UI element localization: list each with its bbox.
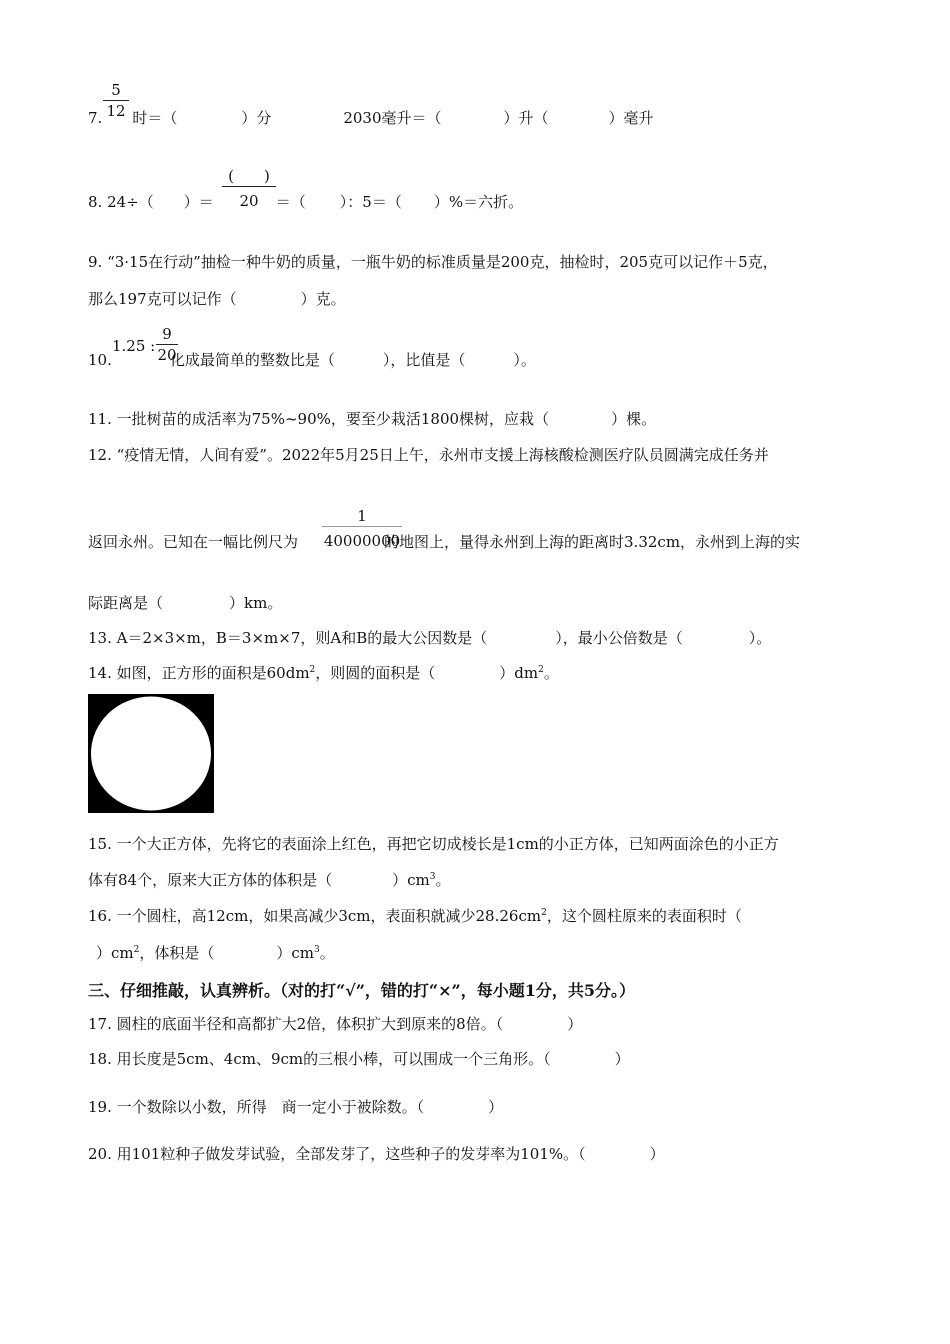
q8-line — [88, 192, 523, 212]
q18-line — [88, 1049, 630, 1069]
q14-text-d: 。 — [543, 664, 559, 682]
q12-text-c: 际距离是（ — [88, 594, 164, 612]
q11-line — [88, 409, 656, 429]
q9-line2 — [88, 289, 346, 309]
q7-text-c: 2030毫升＝（ — [343, 109, 442, 127]
q16-text-f: 。 — [319, 944, 335, 962]
q10-text-b: ），比值是（ — [382, 351, 466, 369]
q10-ratio: 1.25 : — [112, 337, 156, 355]
q12-line1: 12. “疫情无情，人间有爱”。2022年5月25日上午，永州市支援上海核酸检测医疗队员圆满完成任务并 — [88, 446, 769, 464]
q7-text-b: ）分 — [241, 109, 272, 127]
q12-text-d: ）km。 — [229, 594, 283, 612]
q16-line2 — [88, 943, 335, 963]
q9-line1: 9. “3·15在行动”抽检一种牛奶的质量，一瓶牛奶的标准质量是200克，抽检时，205克可以记作＋5克， — [88, 253, 778, 271]
q12-text-a: 返回永州。已知在一幅比例尺为 — [88, 533, 299, 551]
q16-sup3: 3 — [314, 945, 320, 955]
q17-line — [88, 1014, 582, 1034]
q7-text-a: 时＝（ — [132, 109, 178, 127]
q8-text-b: ）＝ — [183, 193, 214, 211]
q19-text-b: ） — [488, 1098, 504, 1116]
q14-sup-a: 2 — [309, 665, 316, 675]
q14-text-b: ，则圆的面积是（ — [315, 664, 436, 682]
q18-text-a: 18. 用长度是5cm、4cm、9cm的三根小棒，可以围成一个三角形。（ — [88, 1050, 551, 1068]
q7-fraction-denominator: 12 — [106, 102, 126, 120]
figure-circle — [91, 697, 211, 811]
q12-text-b: 的地图上，量得永州到上海的距离时3.32cm，永州到上海的实 — [384, 533, 801, 551]
q13-text-a: 13. A＝2×3×m，B＝3×m×7，则A和B的最大公因数是（ — [88, 629, 488, 647]
q8-text-d: ）：5＝（ — [339, 193, 402, 211]
q20-text-a: 20. 用101粒种子做发芽试验，全部发芽了，这些种子的发芽率为101%。（ — [88, 1145, 586, 1163]
q17-text-a: 17. 圆柱的底面半径和高都扩大2倍，体积扩大到原来的8倍。（ — [88, 1015, 504, 1033]
q16-text-e: ）cm — [276, 944, 314, 962]
q9-text-a: 那么197克可以记作（ — [88, 290, 237, 308]
q16-sup2: 2 — [133, 945, 140, 955]
q7-text-d: ）升（ — [503, 109, 549, 127]
q7-text-e: ）毫升 — [608, 109, 654, 127]
q10-text-a: 化成最简单的整数比是（ — [169, 351, 335, 369]
q16-text-c: ）cm — [96, 944, 134, 962]
q7-line — [88, 108, 654, 128]
q12-line3 — [88, 593, 282, 613]
section3-heading: 三、仔细推敲，认真辨析。（对的打“√”，错的打“×”，每小题1分，共5分。） — [88, 981, 636, 1000]
q18-text-b: ） — [614, 1050, 630, 1068]
q15-line1: 15. 一个大正方体，先将它的表面涂上红色，再把它切成棱长是1cm的小正方体，已知两面涂色的小正方 — [88, 835, 779, 853]
q12-line2 — [88, 532, 800, 552]
q16-text-a: 16. 一个圆柱，高12cm，如果高减少3cm，表面积就减少28.26cm — [88, 907, 542, 925]
q7-fraction-numerator: 5 — [111, 81, 121, 99]
q15-text-c: 。 — [435, 871, 451, 889]
q16-sup1: 2 — [541, 908, 547, 918]
q13-text-c: ）。 — [748, 629, 772, 647]
q16-line1 — [88, 906, 742, 926]
q8-fraction-numerator: ( ) — [228, 167, 270, 185]
q8-text-e: ）%＝六折。 — [433, 193, 524, 211]
q10-fraction-numerator: 9 — [162, 325, 172, 343]
q13-text-b: ），最小公倍数是（ — [555, 629, 683, 647]
q19-line — [88, 1097, 503, 1117]
q12-fraction-denominator: 40000000 — [323, 532, 401, 550]
q17-text-b: ） — [567, 1015, 583, 1033]
q16-text-b: ，这个圆柱原来的表面积时（ — [546, 907, 742, 925]
q10-text-c: ）。 — [513, 351, 536, 369]
q10-line — [88, 350, 536, 370]
q20-line — [88, 1144, 665, 1164]
q8-fraction-denominator: 20 — [239, 192, 259, 210]
q15-sup: 3 — [429, 872, 436, 882]
q13-line — [88, 628, 771, 648]
q8-text-a: 8. 24÷（ — [88, 193, 154, 211]
q15-text-b: ）cm — [392, 871, 430, 889]
q12-fraction-numerator: 1 — [357, 507, 367, 525]
q7-number: 7. — [88, 109, 103, 127]
q15-line2 — [88, 870, 450, 890]
q20-text-b: ） — [649, 1145, 665, 1163]
q8-text-c: ＝（ — [275, 193, 306, 211]
q9-text-b: ）克。 — [300, 290, 346, 308]
q14-text-a: 14. 如图，正方形的面积是60dm — [88, 664, 310, 682]
q14-sup-b: 2 — [538, 665, 544, 675]
square-circle-figure — [88, 694, 214, 813]
q10-fraction-denominator: 20 — [157, 346, 177, 364]
q15-text-a: 体有84个，原来大正方体的体积是（ — [88, 871, 333, 889]
q11-text-a: 11. 一批树苗的成活率为75%~90%，要至少栽活1800棵树，应栽（ — [88, 410, 550, 428]
q10-number: 10. — [88, 351, 112, 369]
q14-text-c: ）dm — [499, 664, 539, 682]
q16-text-d: ，体积是（ — [139, 944, 215, 962]
q19-text-a: 19. 一个数除以小数，所得 商一定小于被除数。（ — [88, 1098, 425, 1116]
q14-line — [88, 663, 559, 683]
q11-text-b: ）棵。 — [611, 410, 657, 428]
